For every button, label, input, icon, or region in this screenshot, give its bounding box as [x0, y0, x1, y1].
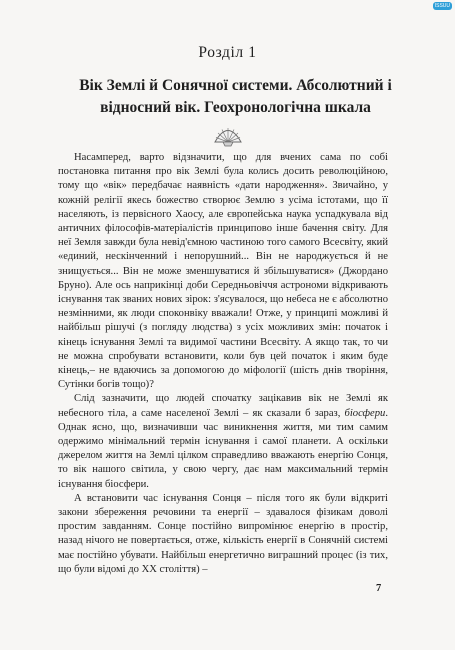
paragraph-text: Насамперед, варто відзначити, що для вчених сама по собі постановка питання про вік Землі була колись досить революційною, тому що «вік» передбачає наявність «дати народження». Звичайно, у кожній релігії якесь божество створює Землю з усіма істотами, що її населяють, із первісного Хаосу, але європейська наука успадкувала від античних філософів-матеріалістів принципово інше бачення світу. Для неї Земля завжди була невід'ємною частиною того самого Всесвіту, який «единий, нескінченний і непорушний... Він не народжується й не знищується... Він не може зменшуватися й збільшуватися» (Джордано Бруно). Але ось наприкінці доби Середньовіччя астрономи відкривають існування так званих нових зірок: з'ясувалося, що небеса не є абсолютно незмінними, як люди споконвіку вважали! Отже, у принципі можливі й найбільш рішучі (з погляду людства) з усіх можливих змін: початок і кінець існування Землі та видимої частини Всесвіту. А якщо так, то чи не можна спробувати встановити, коли був цей початок і яким буде кінець,– не вдаючись за допомогою до міфології (шість днів творіння, Сутінки богів тощо)? [58, 152, 388, 391]
italic-term: біосфери [344, 407, 386, 419]
chapter-title: Вік Землі й Сонячної системи. Абсолютний і відносний вік. Геохронологічна шкала [79, 77, 392, 116]
chapter-heading: Розділ 1 [198, 44, 257, 61]
paragraph [58, 151, 388, 392]
paragraph [58, 492, 388, 577]
shell-ornament-icon [212, 125, 244, 147]
paragraph-text: . Однак ясно, що, визначивши час виникнення життя, ми тим самим одержимо мінімальний термін існування і самої планети. А оскільки джерелом життя на Землі цілком справедливо вважають енергію Сонця, то вік нашого світила, у свою чергу, дає нам максимальний термін існування біосфери. [58, 407, 388, 490]
paragraph-text: Слід зазначити, що людей спочатку зацікавив вік не Землі як небесного тіла, а саме населеної Землі – як сказали б зараз, [58, 393, 388, 419]
page-number: 7 [376, 583, 382, 594]
issuu-badge[interactable]: ISSUU [434, 3, 450, 9]
paragraph [58, 392, 388, 491]
body-text [58, 151, 388, 577]
paragraph-text: А встановити час існування Сонця – після того як були відкриті закони збереження речовини та енергії – здавалося фізикам доволі простим завданням. Сонце постійно випромінює енергію в простір, назад нічого не повертається, отже, кількість енергії в Сонячній системі має постійно убувати. Найбільш енергетично виграшний процес (із тих, що були відомі до XX століття) – [58, 492, 388, 575]
